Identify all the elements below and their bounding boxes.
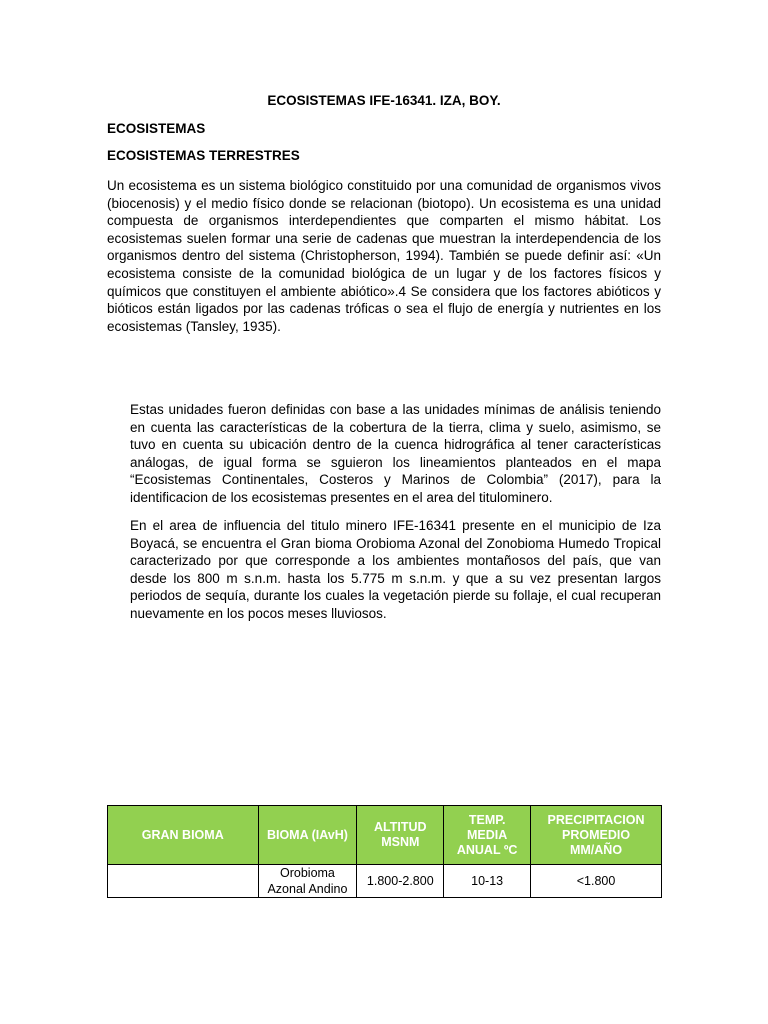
paragraph-influence-area: En el area de influencia del titulo minero IFE-16341 presente en el municipio de Iza Boyacá, se encuentra el Gran bioma Orobioma Azonal del Zonobioma Humedo Tropical caracterizado por que corresponde a los ambientes montañosos del país, que van desde los 800 m s.n.m. hasta los 5.775 m s.n.m. y que a su vez presentan largos periodos de sequía, durante los cuales la vegetación pierde su follaje, el cual recuperan nuevamente en los pocos meses lluviosos. [130,518,661,621]
header-temperatura: TEMP. MEDIA ANUAL ºC [444,806,531,865]
cell-bioma: Orobioma Azonal Andino [258,865,357,898]
cell-gran-bioma [108,865,259,898]
table-row [108,865,662,898]
document-title: ECOSISTEMAS IFE-16341. IZA, BOY. [267,93,501,108]
bioma-table [107,805,662,898]
cell-temperatura: 10-13 [444,865,531,898]
cell-precipitacion: <1.800 [531,865,662,898]
header-gran-bioma: GRAN BIOMA [108,806,259,865]
heading-ecosistemas-terrestres: ECOSISTEMAS TERRESTRES [107,148,300,163]
header-precipitacion: PRECIPITACION PROMEDIO MM/AÑO [531,806,662,865]
paragraph-units: Estas unidades fueron definidas con base a las unidades mínimas de análisis teniendo en cuenta las características de la cobertura de la tierra, clima y suelo, asimismo, se tuvo en cuenta su ubicación dentro de la cuenca hidrográfica al tener características análogas, de igual forma se sguieron los lineamientos planteados en el mapa “Ecosistemas Continentales, Costeros y Marinos de Colombia” (2017), para la identificacion de los ecosistemas presentes en el area del titulominero. [130,402,661,505]
header-bioma: BIOMA (IAvH) [258,806,357,865]
paragraph-definition: Un ecosistema es un sistema biológico constituido por una comunidad de organismos vivos (biocenosis) y el medio físico donde se relacionan (biotopo). Un ecosistema es una unidad compuesta de organismos interdependientes que comparten el mismo hábitat. Los ecosistemas suelen formar una serie de cadenas que muestran la interdependencia de los organismos dentro del sistema (Christopherson, 1994). También se puede definir así: «Un ecosistema consiste de la comunidad biológica de un lugar y de los factores físicos y químicos que constituyen el ambiente abiótico».4 Se considera que los factores abióticos y bióticos están ligados por las cadenas tróficas o sea el flujo de energía y nutrientes en los ecosistemas (Tansley, 1935). [107,178,661,334]
table-header-row [108,806,662,865]
cell-altitud: 1.800-2.800 [357,865,444,898]
heading-ecosistemas: ECOSISTEMAS [107,121,206,136]
header-altitud: ALTITUD MSNM [357,806,444,865]
